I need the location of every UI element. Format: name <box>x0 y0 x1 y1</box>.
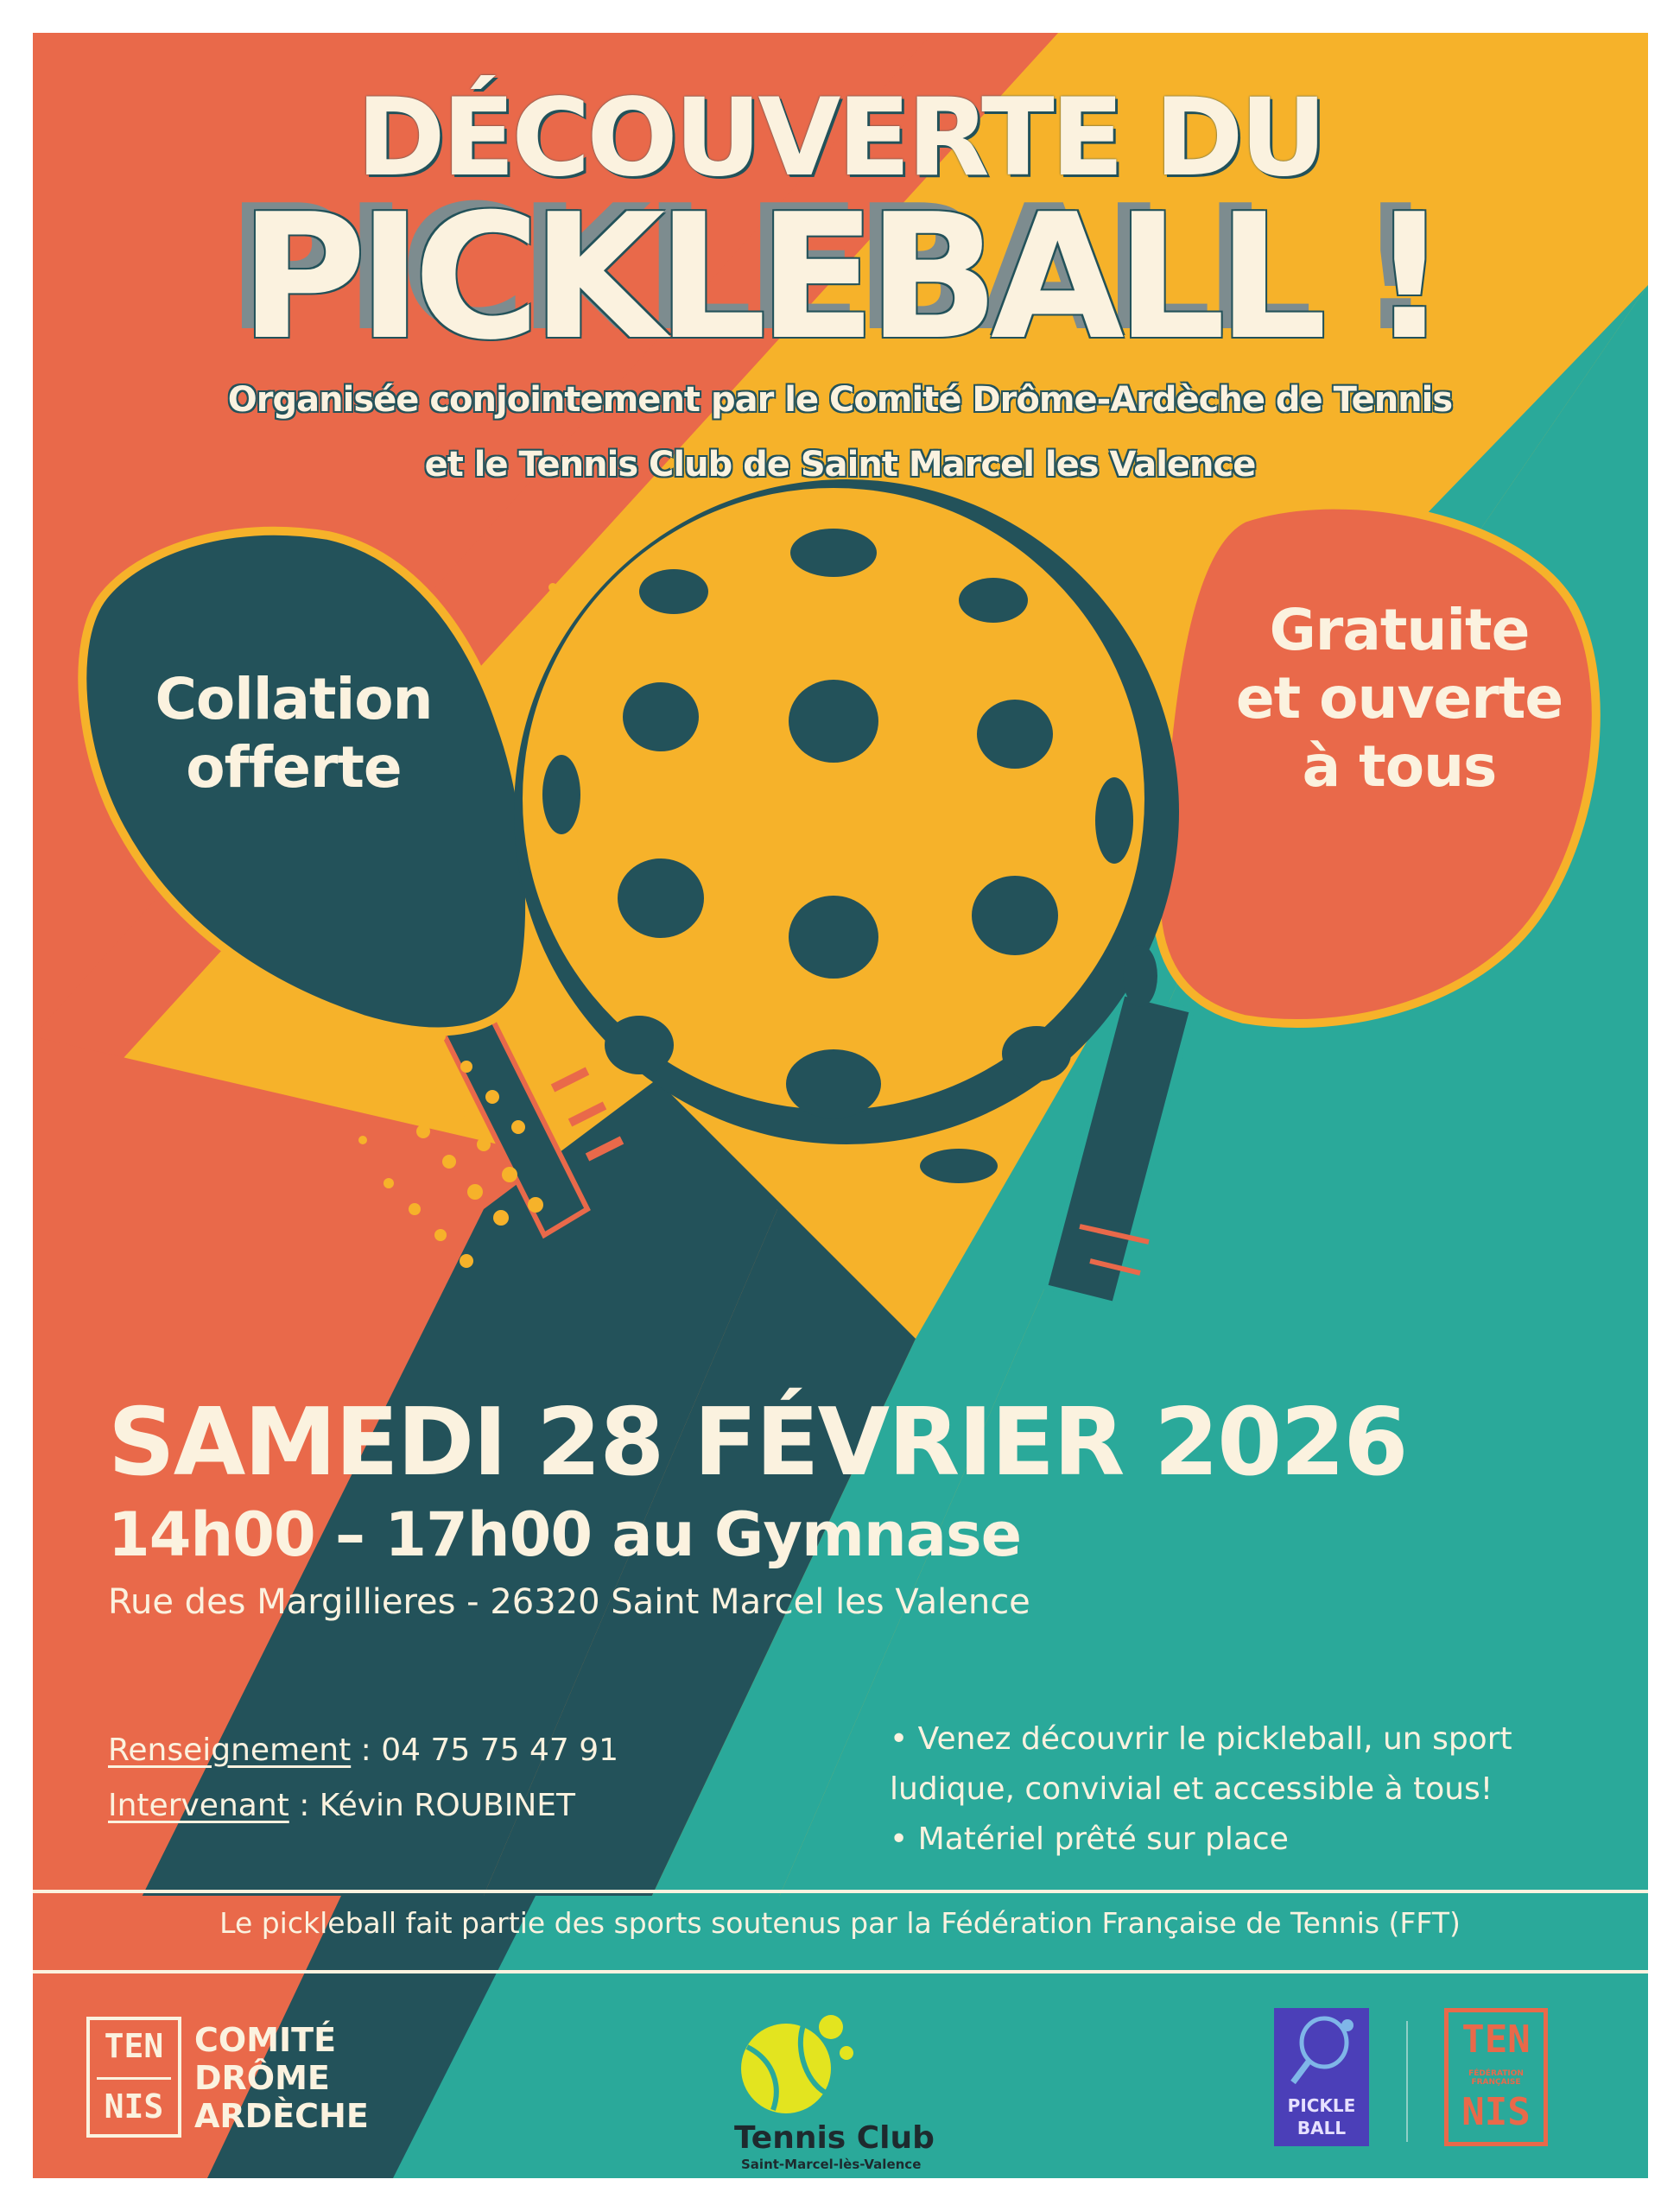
right-paddle-line3: à tous <box>1302 733 1497 801</box>
tennis-club-logo-icon <box>734 2008 855 2120</box>
event-address: Rue des Margillieres - 26320 Saint Marcel les Valence <box>108 1582 1030 1622</box>
pickleball-line1: PICKLE <box>1287 2095 1356 2116</box>
comite-line2: DRÔME <box>194 2059 330 2097</box>
logo-divider <box>1406 2021 1408 2142</box>
comite-tennis-logo <box>86 2017 181 2138</box>
speaker-info <box>108 1788 575 1823</box>
bullet-line2: ludique, convivial et accessible à tous! <box>890 1771 1493 1807</box>
fft-logo-top: TEN <box>1461 2018 1531 2062</box>
right-paddle-line2: et ouverte <box>1235 665 1563 732</box>
comite-name <box>194 2021 369 2135</box>
pickleball-line2: BALL <box>1296 2118 1347 2138</box>
event-time-place: 14h00 – 17h00 au Gymnase <box>108 1499 1022 1570</box>
pickleball-logo-text <box>1274 2094 1369 2139</box>
contact-info-label: Renseignement <box>108 1733 352 1768</box>
title-line1: DÉCOUVERTE DU <box>356 76 1324 200</box>
bullet-line3: • Matériel prêté sur place <box>890 1821 1289 1857</box>
comite-line3: ARDÈCHE <box>194 2097 369 2135</box>
pickleball-logo <box>1274 2008 1369 2146</box>
fft-logo-bottom: NIS <box>1461 2090 1531 2134</box>
contact-info-value: : 04 75 75 47 91 <box>351 1733 619 1768</box>
right-paddle-line1: Gratuite <box>1269 597 1530 663</box>
comite-line1: COMITÉ <box>194 2021 337 2059</box>
comite-logo-top: TEN <box>104 2027 164 2065</box>
title-line2: PICKLEBALL ! <box>239 177 1441 378</box>
right-paddle-text <box>1218 596 1581 801</box>
event-date: SAMEDI 28 FÉVRIER 2026 <box>108 1389 1407 1497</box>
left-paddle-line1: Collation <box>155 666 433 732</box>
left-paddle-text <box>134 665 453 801</box>
fft-tennis-logo <box>1444 2008 1548 2146</box>
fft-logo-small: FÉDÉRATION FRANÇAISE <box>1468 2069 1524 2087</box>
subtitle-line1: Organisée conjointement par le Comité Drôme-Ardèche de Tennis <box>227 380 1453 420</box>
subtitle-line2: et le Tennis Club de Saint Marcel les Valence <box>424 445 1256 485</box>
tennis-club-town: Saint-Marcel-lès-Valence <box>741 2157 922 2172</box>
bullet-line1: • Venez découvrir le pickleball, un sport <box>890 1721 1512 1757</box>
tennis-club-name: Tennis Club <box>734 2120 935 2156</box>
speaker-label: Intervenant <box>108 1788 289 1823</box>
speaker-value: : Kévin ROUBINET <box>288 1788 575 1823</box>
left-paddle-line2: offerte <box>186 734 402 801</box>
fft-note: Le pickleball fait partie des sports soutenus par la Fédération Française de Tennis (FFT) <box>219 1906 1461 1940</box>
pickleball-paddle-icon <box>1274 2008 1369 2094</box>
feature-bullets <box>890 1714 1512 1865</box>
comite-logo-bottom: NIS <box>104 2087 164 2125</box>
contact-info <box>108 1733 618 1768</box>
